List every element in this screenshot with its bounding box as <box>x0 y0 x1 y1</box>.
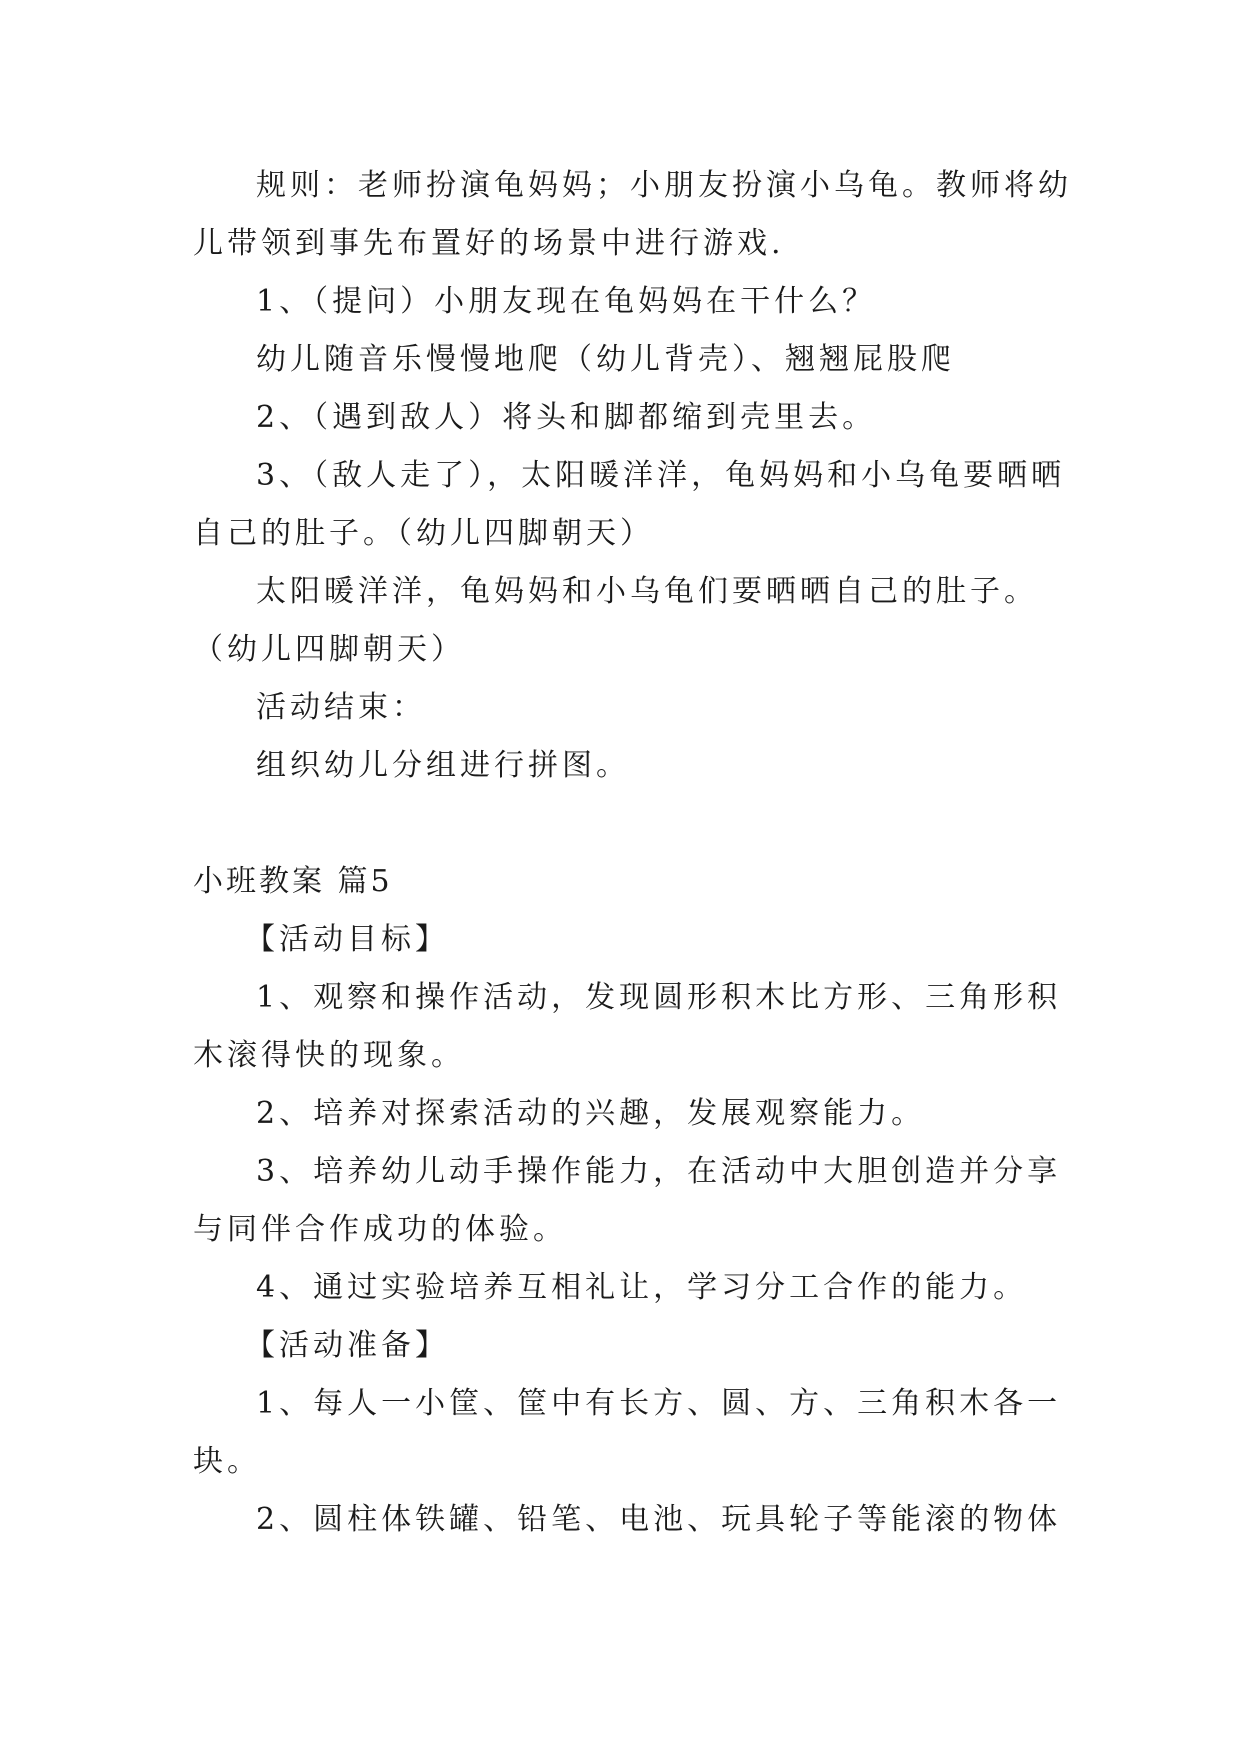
section-title: 小班教案 篇5 <box>193 864 393 899</box>
prep-heading: 【活动准备】 <box>245 1328 449 1363</box>
paragraph-sun-line-2: 自己的肚子。（幼儿四脚朝天） <box>193 516 654 551</box>
goal-4: 4、通过实验培养互相礼让，学习分工合作的能力。 <box>256 1270 1028 1305</box>
prep-1-line-1: 1、每人一小筐、筐中有长方、圆、方、三角积木各一 <box>256 1386 1062 1421</box>
paragraph-question: 1、（提问）小朋友现在龟妈妈在干什么？ <box>256 284 877 319</box>
prep-2: 2、圆柱体铁罐、铅笔、电池、玩具轮子等能滚的物体 <box>256 1502 1062 1537</box>
paragraph-puzzle: 组织幼儿分组进行拼图。 <box>256 748 630 783</box>
prep-1-line-2: 块。 <box>193 1444 261 1479</box>
paragraph-crawl: 幼儿随音乐慢慢地爬（幼儿背壳）、翘翘屁股爬 <box>256 342 955 377</box>
paragraph-sun2-line-2: （幼儿四脚朝天） <box>193 632 465 667</box>
goal-3-line-2: 与同伴合作成功的体验。 <box>193 1212 567 1247</box>
paragraph-sun-line-1: 3、（敌人走了），太阳暖洋洋，龟妈妈和小乌龟要晒晒 <box>256 458 1066 493</box>
paragraph-enemy: 2、（遇到敌人）将头和脚都缩到壳里去。 <box>256 400 877 435</box>
goal-1-line-1: 1、观察和操作活动，发现圆形积木比方形、三角形积 <box>256 980 1062 1015</box>
goal-heading: 【活动目标】 <box>245 922 449 957</box>
paragraph-rules-line-1: 规则：老师扮演龟妈妈；小朋友扮演小乌龟。教师将幼 <box>256 168 1072 203</box>
goal-1-line-2: 木滚得快的现象。 <box>193 1038 465 1073</box>
paragraph-rules-line-2: 儿带领到事先布置好的场景中进行游戏. <box>193 226 785 261</box>
goal-3-line-1: 3、培养幼儿动手操作能力，在活动中大胆创造并分享 <box>256 1154 1062 1189</box>
goal-2: 2、培养对探索活动的兴趣，发展观察能力。 <box>256 1096 926 1131</box>
paragraph-sun2-line-1: 太阳暖洋洋，龟妈妈和小乌龟们要晒晒自己的肚子。 <box>256 574 1038 609</box>
paragraph-activity-end: 活动结束： <box>256 690 426 725</box>
